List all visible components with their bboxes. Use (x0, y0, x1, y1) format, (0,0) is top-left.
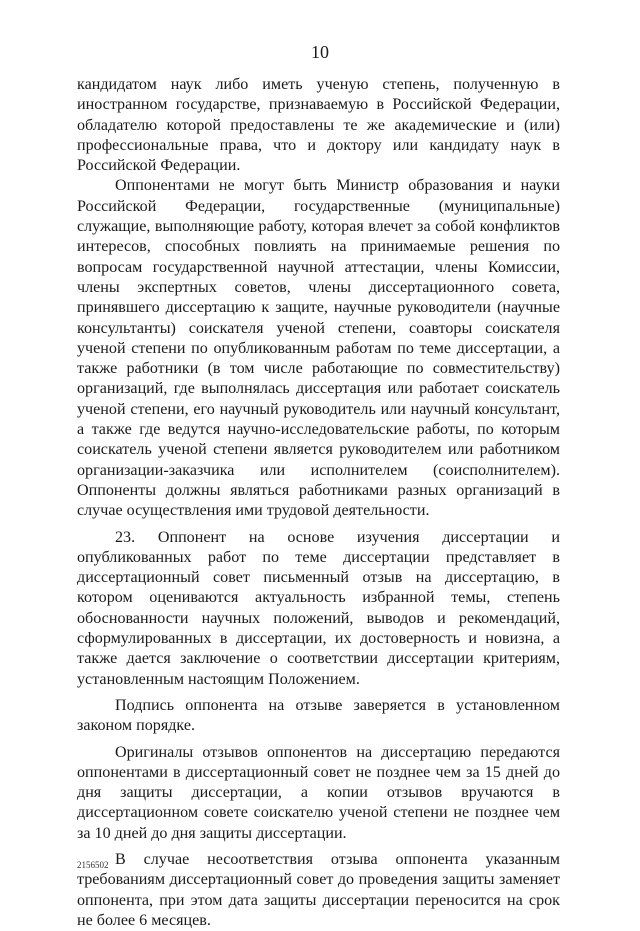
paragraph-originals: Оригиналы отзывов оппонентов на диссертацию передаются оппонентами в диссертационный совет не позднее чем за 15 дней до дня защиты диссертации, а копии отзывов вручаются в диссертационном совете соискателю ученой степени не позднее чем за 10 дней до дня защиты диссертации. (77, 743, 560, 842)
paragraph-opponents-restrictions: Оппонентами не могут быть Министр образования и науки Российской Федерации, государственные (муниципальные) служащие, выполняющие работу, которая влечет за собой конфликтов интересов, способных повлиять на принимаемые решения по вопросам государственной научной аттестации, члены Комиссии, члены экспертных советов, члены диссертационного совета, принявшего диссертацию к защите, научные руководители (научные консультанты) соискателя ученой степени, соавторы соискателя ученой степени по опубликованным работам по теме диссертации, а также работники (в том числе работающие по совместительству) организаций, где выполнялась диссертация или работает соискатель ученой степени, его научный руководитель или научный консультант, а также где ведутся научно-исследовательские работы, по которым соискатель ученой степени является руководителем или работником организации-заказчика или исполнителем (соисполнителем). Оппоненты должны являться работниками разных организаций в случае осуществления ими трудовой деятельности. (77, 177, 560, 520)
paragraph-nonconformity: В случае несоответствия отзыва оппонента указанным требованиям диссертационный совет до проведения защиты заменяет оппонента, при этом дата защиты диссертации переносится на срок не более 6 месяцев. (77, 850, 560, 929)
paragraph-signature: Подпись оппонента на отзыве заверяется в установленном законом порядке. (77, 696, 560, 735)
document-code: 2156502 (77, 860, 109, 870)
paragraph-item-23: 23. Оппонент на основе изучения диссертации и опубликованных работ по теме диссертации представляет в диссертационный совет письменный отзыв на диссертацию, в котором оцениваются актуальность избранной темы, степень обоснованности научных положений, выводов и рекомендаций, сформулированных в диссертации, их достоверность и новизна, а также дается заключение о соответствии диссертации критериям, установленным настоящим Положением. (77, 528, 560, 688)
paragraph-continuation: кандидатом наук либо иметь ученую степень, полученную в иностранном государстве, признаваемую в Российской Федерации, обладателю которой предоставлены те же академические и (или) профессиональные права, что и доктору или кандидату наук в Российской Федерации. (77, 76, 560, 175)
document-body (77, 75, 560, 931)
page-number: 10 (311, 42, 329, 62)
